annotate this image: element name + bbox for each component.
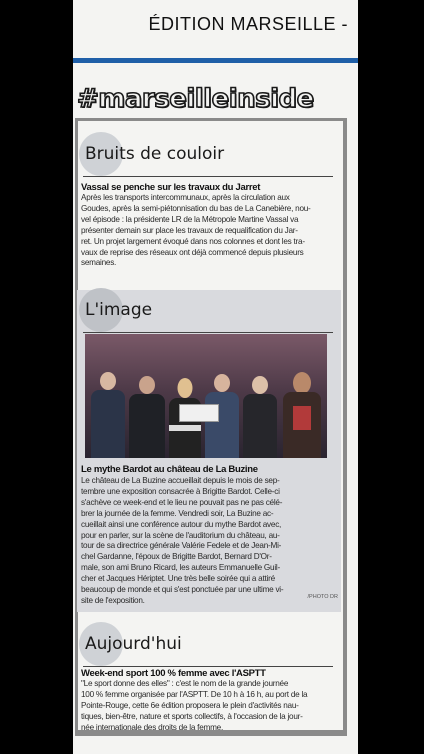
article-body-image xyxy=(81,476,339,607)
headline-image: Le mythe Bardot au château de La Buzine xyxy=(81,464,258,475)
text-line: semaines. xyxy=(81,258,117,268)
headline-aujourdhui: Week-end sport 100 % femme avec l'ASPTT xyxy=(81,668,266,679)
photo-credit: /PHOTO DR xyxy=(307,594,338,600)
section-title-aujourdhui: Aujourd'hui xyxy=(85,634,182,654)
text-line: Pointe-Rouge, cette 6e édition proposera le plein d'activités nau- xyxy=(81,700,299,710)
edition-label: ÉDITION MARSEILLE - xyxy=(148,14,348,34)
article-body-aujourdhui xyxy=(81,679,339,734)
book-cover xyxy=(293,406,311,430)
section-divider xyxy=(83,332,333,333)
photo-person xyxy=(243,376,277,458)
event-photo xyxy=(85,334,327,458)
section-header-aujourdhui xyxy=(73,622,343,666)
section-header-bruits xyxy=(73,132,343,176)
text-line: s'achève ce week-end et le lieu ne pouvait pas ne pas célé- xyxy=(81,497,283,507)
text-line: male, son ami Bruno Ricard, les auteurs Emmanuelle Guil- xyxy=(81,563,280,573)
section-header-image xyxy=(73,288,343,332)
newspaper-page xyxy=(73,0,358,754)
text-line: présenter demain sur place les travaux de requalification du Jar- xyxy=(81,225,298,235)
text-line: tembre une exposition consacrée à Brigitte Bardot. Celle-ci xyxy=(81,486,280,496)
section-divider xyxy=(83,176,333,177)
text-line: beaucoup de monde et qui s'est ponctuée par une ultime vi- xyxy=(81,585,284,595)
text-line: Goudes, après la semi-piétonnisation du bas de La Canebière, nou- xyxy=(81,203,311,213)
text-line: cher et Jacques Hériptet. Une très belle soirée qui a attiré xyxy=(81,574,275,584)
section-divider xyxy=(83,666,333,667)
text-line: cueillait ainsi une conférence autour du mythe Bardot avec, xyxy=(81,519,282,529)
text-line: 100 % femme organisée par l'ASPTT. De 10 h à 16 h, au port de la xyxy=(81,689,308,699)
cheque-card xyxy=(179,404,219,422)
text-line: "Le sport donne des elles" : c'est le nom de la grande journée xyxy=(81,679,289,688)
text-line: Le château de La Buzine accueillait depuis le mois de sep- xyxy=(81,476,280,485)
text-line: vel épisode : la présidente LR de la Métropole Martine Vassal va xyxy=(81,214,299,224)
text-line: chel Gardanne, l'époux de Brigitte Bardot, Bernard D'Or- xyxy=(81,552,272,562)
text-line: ret. Un projet largement évoqué dans nos colonnes et dont les tra- xyxy=(81,236,305,246)
photo-person xyxy=(91,372,125,458)
text-line: née internationale des droits de la femme. xyxy=(81,722,223,732)
text-line: site de l'exposition. xyxy=(81,595,145,605)
text-line: brer la journée de la femme. Vendredi soir, La Buzine ac- xyxy=(81,508,274,518)
text-line: tour de sa directrice générale Valérie Fedele et de Jean-Mi- xyxy=(81,541,282,551)
photo-person xyxy=(129,376,165,458)
article-body-bruits xyxy=(81,193,339,269)
text-line: tiques, bien-être, nature et sports collectifs, à l'occasion de la jour- xyxy=(81,711,303,721)
header-rule xyxy=(73,58,358,63)
text-line: Après les transports intercommunaux, après la circulation aux xyxy=(81,193,290,202)
section-hashtag: #marseilleinside xyxy=(77,84,314,114)
section-title-image: L'image xyxy=(85,300,153,320)
text-line: vaux de reprise des réseaux ont déjà commencé depuis plusieurs xyxy=(81,247,304,257)
headline-bruits: Vassal se penche sur les travaux du Jarret xyxy=(81,182,261,193)
section-title-bruits: Bruits de couloir xyxy=(85,144,225,164)
text-line: pour en parler, sur la scène de l'auditorium du château, au- xyxy=(81,530,280,540)
